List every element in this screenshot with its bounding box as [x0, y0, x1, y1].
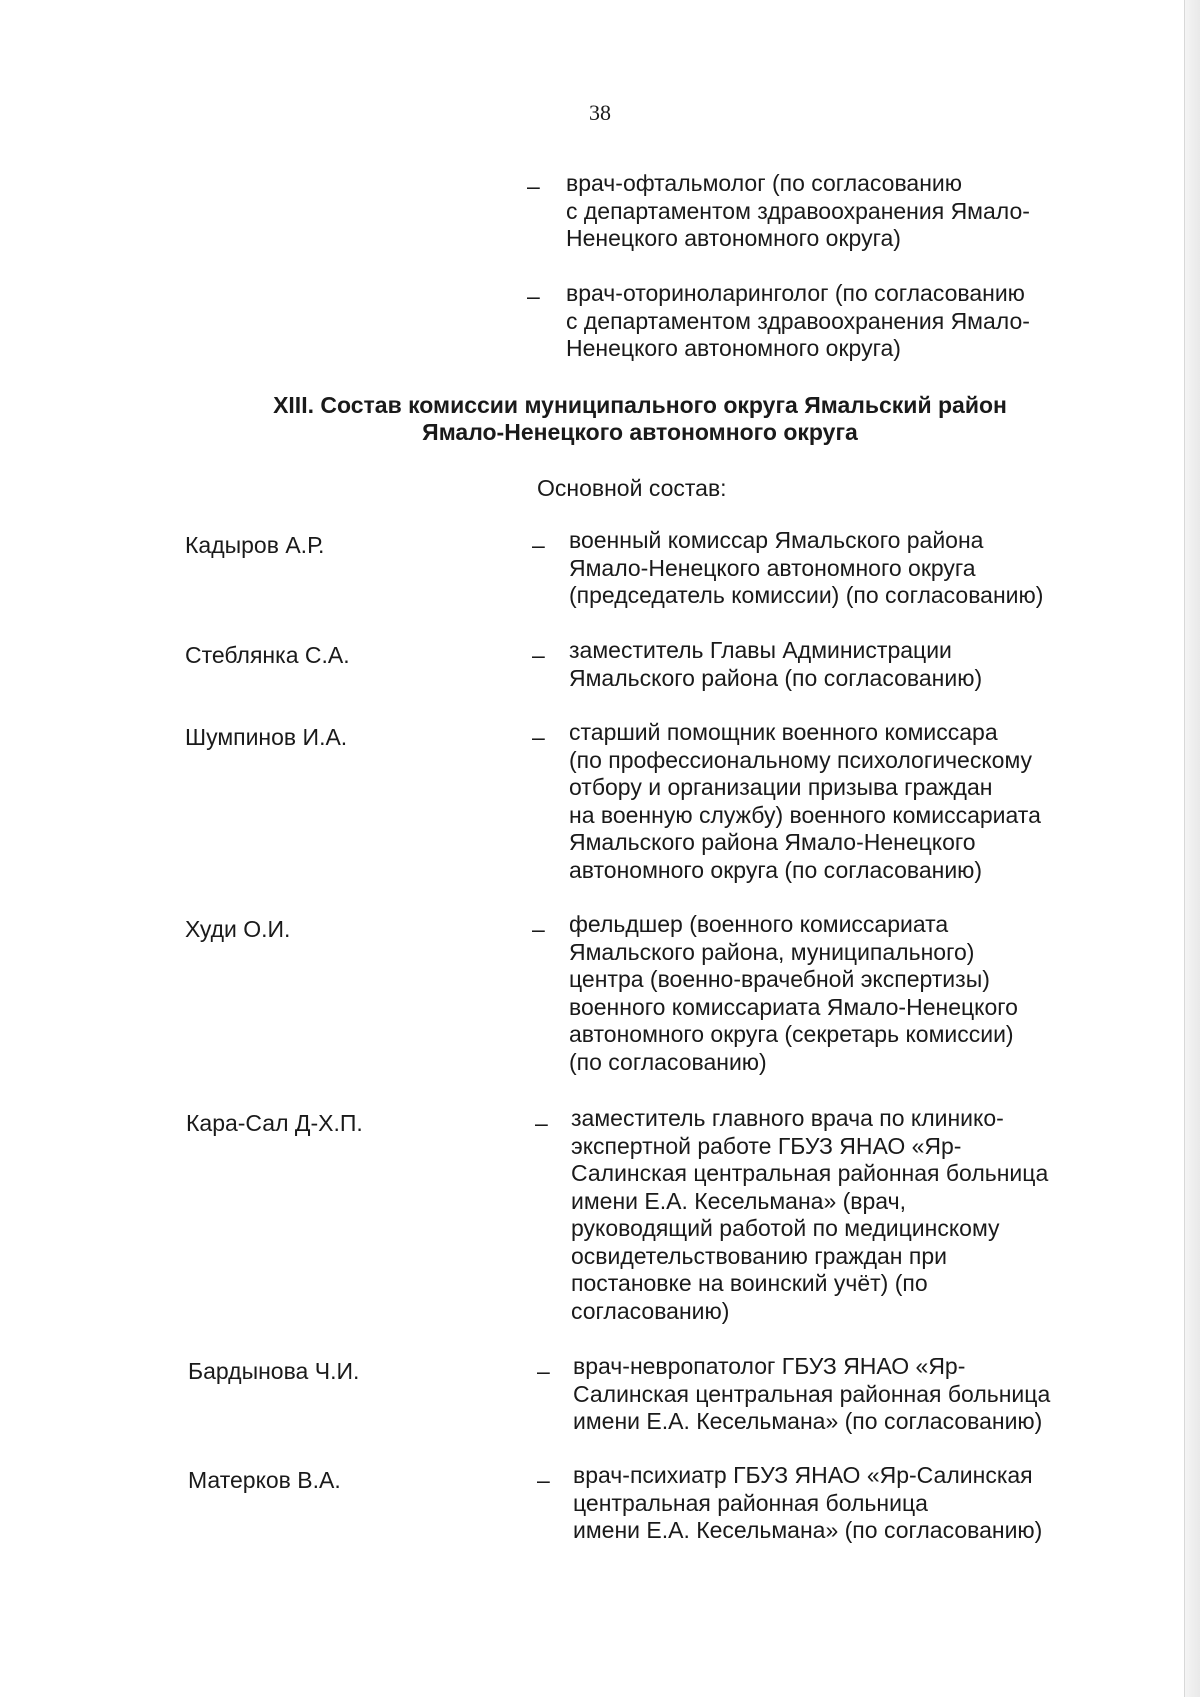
text-line: врач-невропатолог ГБУЗ ЯНАО «Яр-: [573, 1353, 966, 1379]
list-dash: –: [532, 532, 545, 558]
member-name: Кадыров А.Р.: [185, 532, 325, 558]
list-dash: –: [532, 916, 545, 942]
list-dash: –: [532, 724, 545, 750]
text-line: фельдшер (военного комиссариата: [569, 911, 949, 937]
text-line: постановке на воинский учёт) (по: [571, 1270, 928, 1296]
page-number: 38: [589, 100, 611, 125]
text-line: отбору и организации призыва граждан: [569, 774, 993, 800]
list-item-text: [566, 170, 1030, 253]
text-line: военный комиссар Ямальского района: [569, 527, 984, 553]
text-line: Ненецкого автономного округа): [566, 225, 901, 251]
member-name: Бардынова Ч.И.: [188, 1358, 360, 1384]
text-line: руководящий работой по медицинскому: [571, 1215, 1000, 1241]
text-line: имени Е.А. Кесельмана» (по согласованию): [573, 1517, 1043, 1543]
text-line: с департаментом здравоохранения Ямало-: [566, 197, 1030, 224]
text-line: (по профессиональному психологическому: [569, 746, 1033, 773]
member-role: [571, 1105, 1048, 1325]
list-dash: –: [532, 642, 545, 668]
text-line: центральная районная больница: [573, 1489, 928, 1516]
text-line: военного комиссариата Ямало-Ненецкого: [569, 993, 1018, 1020]
list-dash: –: [537, 1358, 550, 1384]
section-subheading: Основной состав:: [537, 475, 727, 501]
text-line: Ненецкого автономного округа): [566, 335, 901, 361]
list-dash: –: [527, 173, 540, 199]
text-line: старший помощник военного комиссара: [569, 719, 998, 745]
member-role: [573, 1353, 1050, 1436]
heading-line: XIII. Состав комиссии муниципального округа Ямальский район: [273, 392, 1007, 418]
text-line: с департаментом здравоохранения Ямало-: [566, 307, 1030, 334]
text-line: имени Е.А. Кесельмана» (врач,: [571, 1187, 906, 1214]
section-heading: [180, 392, 1100, 446]
heading-line: Ямало-Ненецкого автономного округа: [422, 419, 858, 445]
text-line: имени Е.А. Кесельмана» (по согласованию): [573, 1408, 1043, 1434]
text-line: согласованию): [571, 1297, 730, 1324]
text-line: Салинская центральная районная больница: [573, 1380, 1051, 1407]
text-line: на военную службу) военного комиссариата: [569, 801, 1041, 828]
text-line: центра (военно-врачебной экспертизы): [569, 966, 990, 992]
text-line: Салинская центральная районная больница: [571, 1160, 1049, 1186]
list-item-text: [566, 280, 1030, 363]
text-line: Ямальского района Ямало-Ненецкого: [569, 829, 976, 855]
member-role: [569, 527, 1043, 610]
text-line: Ямало-Ненецкого автономного округа: [569, 554, 976, 581]
text-line: автономного округа (по согласованию): [569, 856, 983, 883]
text-line: автономного округа (секретарь комиссии): [569, 1021, 1014, 1047]
member-name: Кара-Сал Д-Х.П.: [186, 1110, 363, 1136]
list-dash: –: [527, 283, 540, 309]
member-role: [569, 719, 1041, 884]
text-line: Ямальского района (по согласованию): [569, 664, 983, 691]
page-edge: [1184, 0, 1200, 1697]
text-line: врач-оториноларинголог (по согласованию: [566, 280, 1025, 306]
list-dash: –: [537, 1467, 550, 1493]
text-line: заместитель Главы Администрации: [569, 637, 952, 663]
text-line: (по согласованию): [569, 1048, 767, 1075]
text-line: Ямальского района, муниципального): [569, 938, 975, 965]
text-line: врач-офтальмолог (по согласованию: [566, 170, 963, 196]
text-line: экспертной работе ГБУЗ ЯНАО «Яр-: [571, 1132, 962, 1159]
member-role: [573, 1462, 1042, 1545]
member-name: Стеблянка С.А.: [185, 642, 350, 668]
member-role: [569, 911, 1018, 1076]
member-role: [569, 637, 982, 692]
text-line: врач-психиатр ГБУЗ ЯНАО «Яр-Салинская: [573, 1462, 1033, 1488]
member-name: Шумпинов И.А.: [185, 724, 348, 750]
text-line: освидетельствованию граждан при: [571, 1242, 947, 1269]
text-line: заместитель главного врача по клинико-: [571, 1105, 1004, 1131]
text-line: (председатель комиссии) (по согласованию): [569, 582, 1044, 608]
list-dash: –: [535, 1110, 548, 1136]
member-name: Худи О.И.: [185, 916, 291, 942]
member-name: Матерков В.А.: [188, 1467, 341, 1493]
